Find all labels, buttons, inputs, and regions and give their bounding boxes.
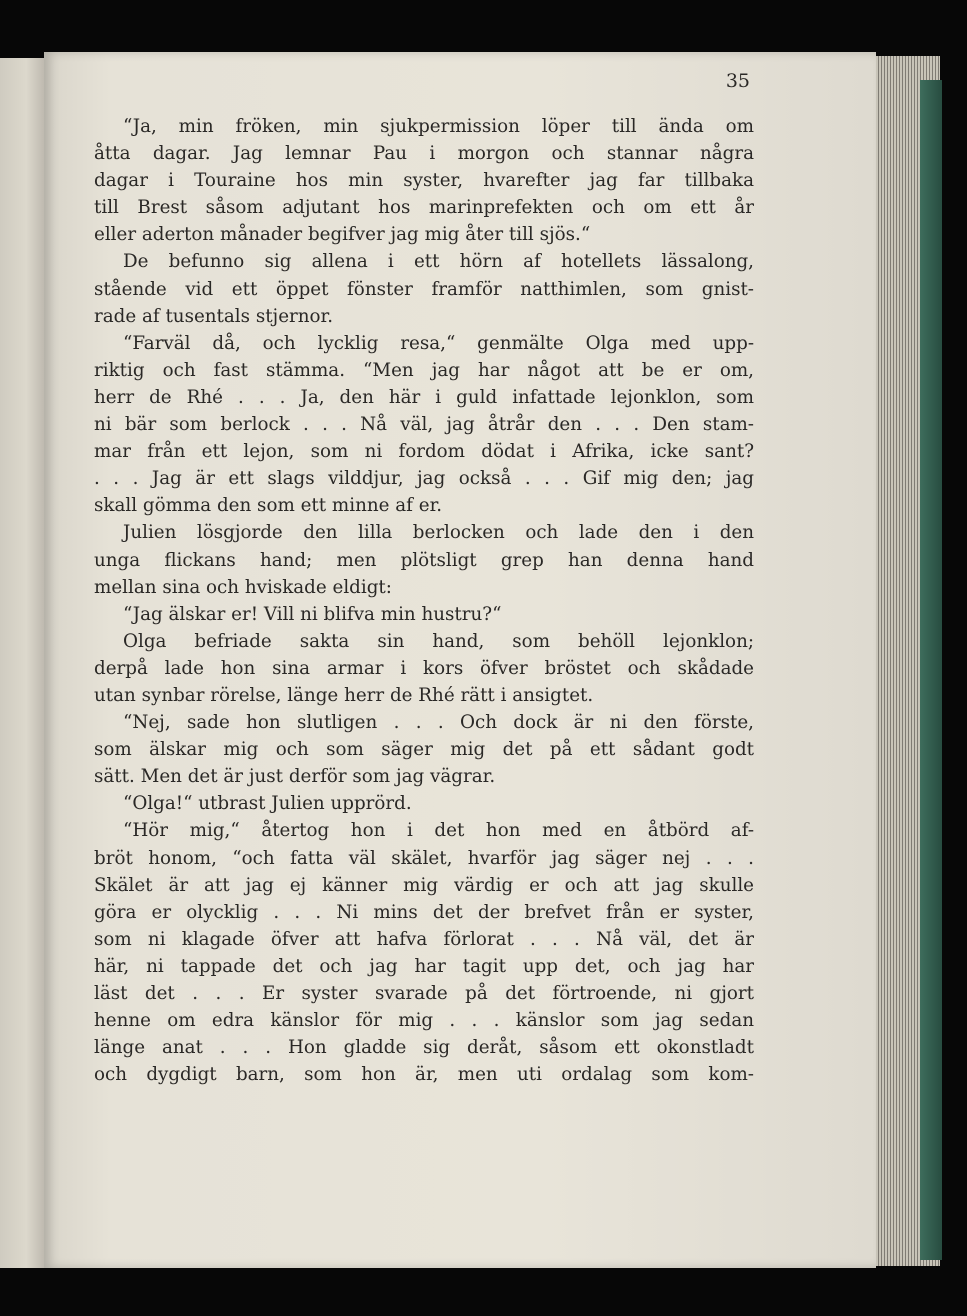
- page-number: 35: [725, 70, 750, 92]
- left-page-edge: [0, 58, 46, 1268]
- text-line: och dygdigt barn, som hon är, men uti ordalag som kom-: [94, 1064, 754, 1086]
- text-line: “Hör mig,“ återtog hon i det hon med en åtbörd af-: [123, 820, 754, 842]
- text-line: som ni klagade öfver att hafva förlorat . . . Nå väl, det är: [94, 928, 754, 950]
- text-line: derpå lade hon sina armar i kors öfver bröstet och skådade: [94, 657, 754, 679]
- book-cover-edge: [920, 80, 942, 1260]
- text-line: åtta dagar. Jag lemnar Pau i morgon och stannar några: [94, 143, 754, 165]
- text-line: riktig och fast stämma. “Men jag har något att be er om,: [94, 359, 754, 381]
- text-line: ni bär som berlock . . . Nå väl, jag åtrår den . . . Den stam-: [94, 414, 754, 436]
- text-line: länge anat . . . Hon gladde sig deråt, såsom ett okonstladt: [94, 1037, 754, 1059]
- text-line: eller aderton månader begifver jag mig åter till sjös.“: [94, 224, 591, 246]
- text-line: . . . Jag är ett slags vilddjur, jag också . . . Gif mig den; jag: [94, 468, 754, 490]
- text-line: unga flickans hand; men plötsligt grep han denna hand: [94, 549, 754, 571]
- text-line: utan synbar rörelse, länge herr de Rhé rätt i ansigtet.: [94, 684, 594, 706]
- text-line: sätt. Men det är just derför som jag vägrar.: [94, 766, 496, 788]
- text-line: bröt honom, “och fatta väl skälet, hvarför jag säger nej . . .: [94, 847, 754, 869]
- text-line: Olga befriade sakta sin hand, som behöll lejonklon;: [123, 630, 754, 652]
- body-text: [94, 113, 754, 1088]
- text-line: Julien lösgjorde den lilla berlocken och lade den i den: [123, 522, 754, 544]
- text-line: henne om edra känslor för mig . . . känslor som jag sedan: [94, 1010, 754, 1032]
- text-line: Skälet är att jag ej känner mig värdig er och att jag skulle: [94, 874, 754, 896]
- text-line: “Nej, sade hon slutligen . . . Och dock är ni den förste,: [123, 712, 754, 734]
- text-line: läst det . . . Er syster svarade på det förtroende, ni gjort: [94, 983, 754, 1004]
- text-line: stående vid ett öppet fönster framför natthimlen, som gnist-: [94, 278, 754, 300]
- text-line: mar från ett lejon, som ni fordom dödat i Afrika, icke sant?: [94, 441, 754, 463]
- text-line: göra er olycklig . . . Ni mins det der brefvet från er syster,: [94, 901, 754, 923]
- text-line: “Jag älskar er! Vill ni blifva min hustru?“: [123, 603, 502, 625]
- text-line: “Olga!“ utbrast Julien upprörd.: [123, 793, 412, 815]
- text-line: De befunno sig allena i ett hörn af hotellets lässalong,: [123, 251, 754, 273]
- text-line: här, ni tappade det och jag har tagit upp det, och jag har: [94, 955, 754, 977]
- text-line: herr de Rhé . . . Ja, den här i guld infattade lejonklon, som: [94, 386, 754, 408]
- text-line: “Farväl då, och lycklig resa,“ genmälte Olga med upp-: [123, 332, 754, 354]
- text-line: till Brest såsom adjutant hos marinprefekten och om ett år: [94, 197, 754, 219]
- text-line: dagar i Touraine hos min syster, hvarefter jag far tillbaka: [94, 170, 754, 192]
- text-line: som älskar mig och som säger mig det på ett sådant godt: [94, 739, 754, 761]
- text-line: skall gömma den som ett minne af er.: [94, 495, 443, 517]
- text-line: rade af tusentals stjernor.: [94, 305, 334, 327]
- text-line: “Ja, min fröken, min sjukpermission löper till ända om: [123, 116, 754, 137]
- text-line: mellan sina och hviskade eldigt:: [94, 576, 392, 598]
